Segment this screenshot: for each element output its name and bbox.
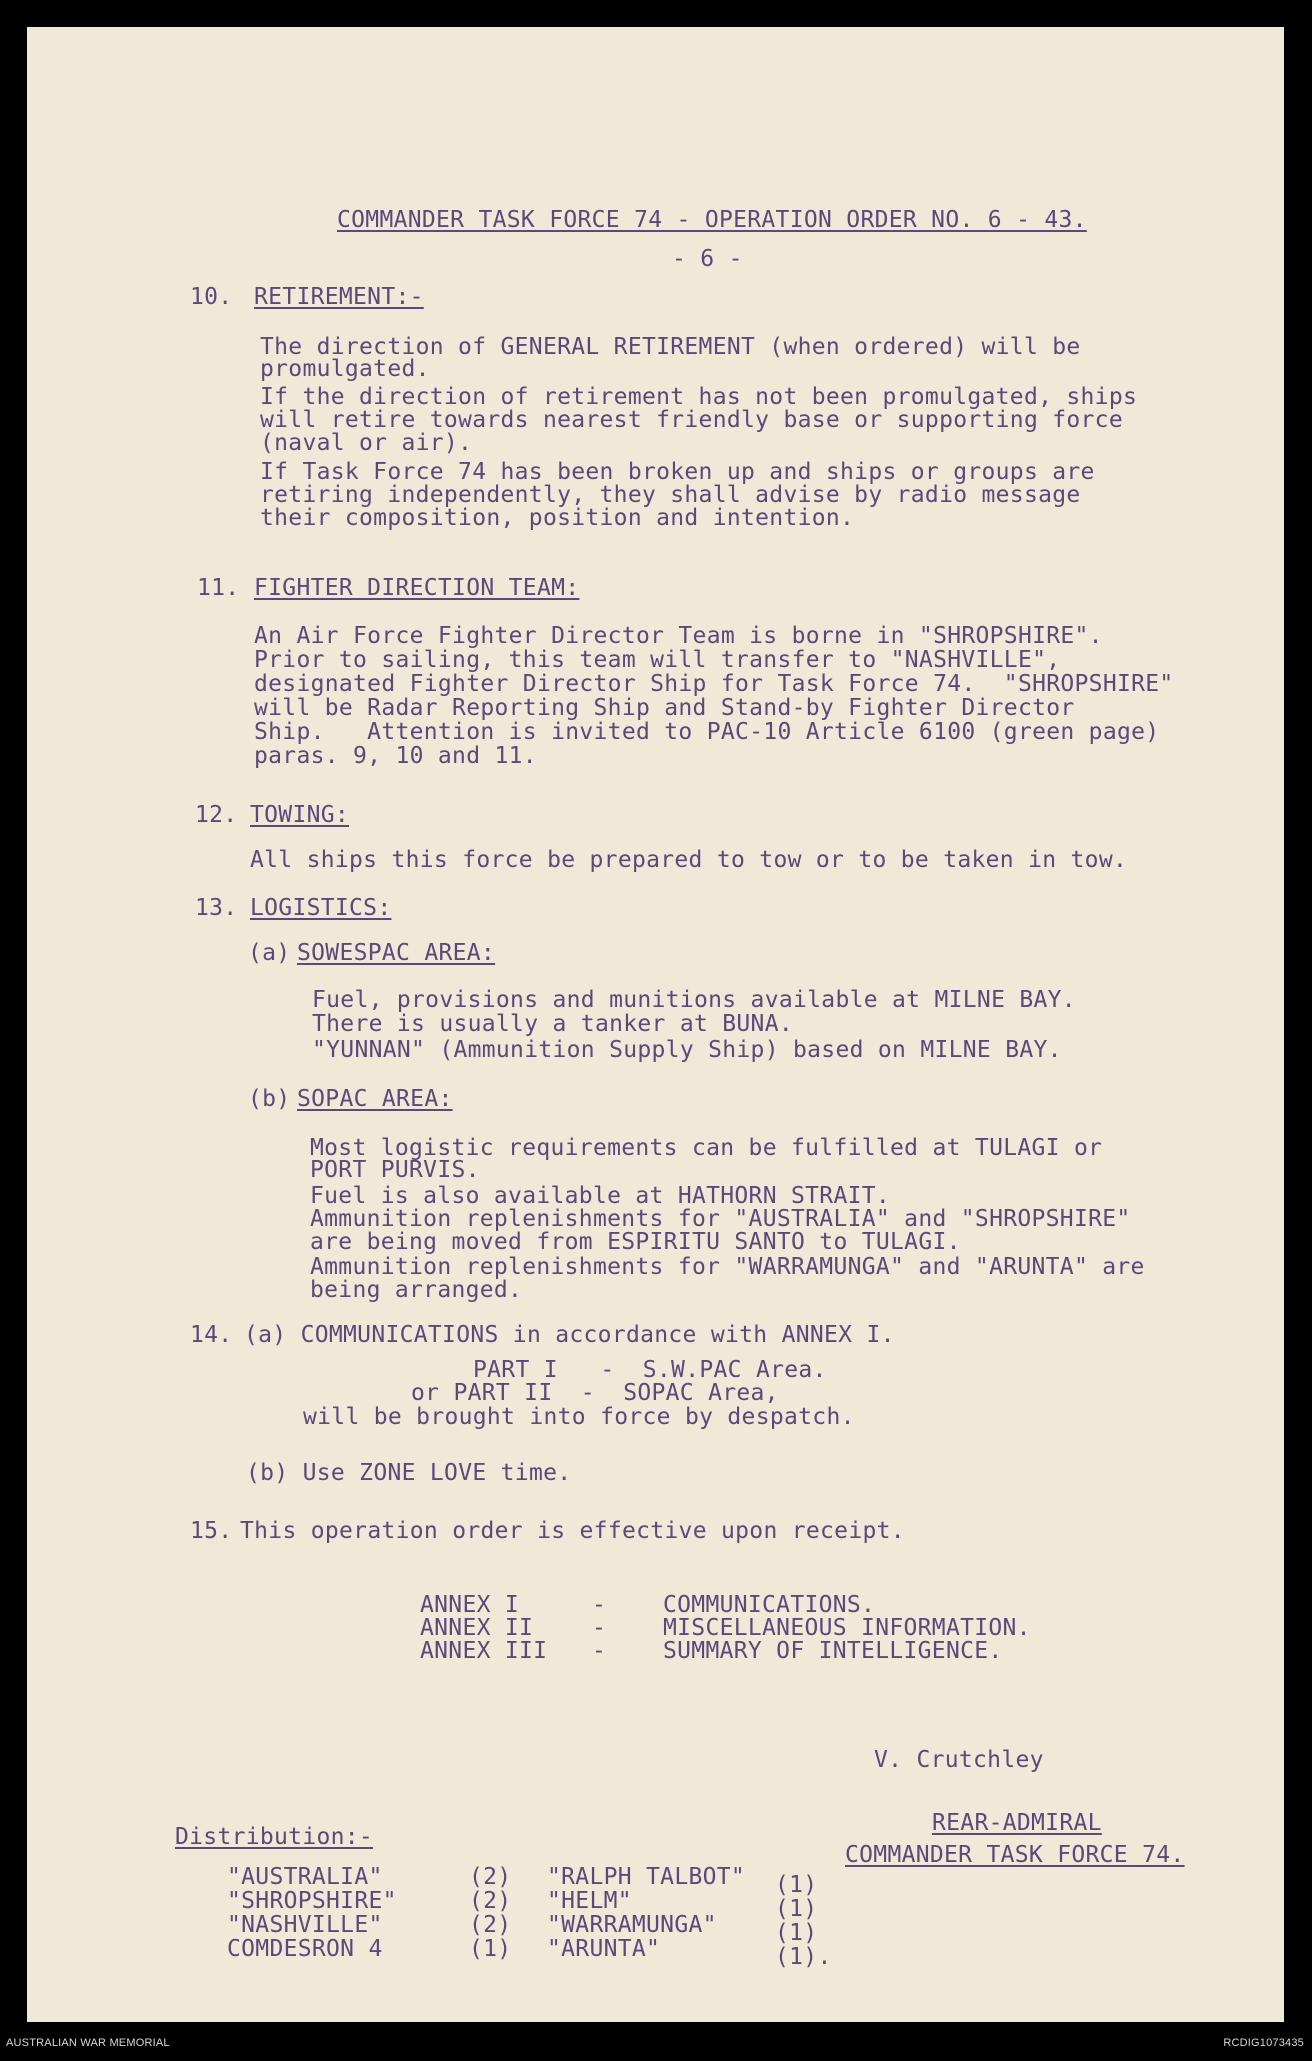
section-14-part1: PART I - S.W.PAC Area. [473, 1357, 827, 1383]
body-line: An Air Force Fighter Director Team is borne in "SHROPSHIRE". [254, 623, 1103, 649]
annex-dash: - [592, 1638, 607, 1664]
body-line: will be Radar Reporting Ship and Stand-by Fighter Director [254, 695, 1075, 721]
body-line: paras. 9, 10 and 11. [254, 743, 537, 769]
section-13b-heading: SOPAC AREA: [297, 1086, 453, 1112]
signature-rank: REAR-ADMIRAL [932, 1810, 1102, 1836]
section-13a-heading: SOWESPAC AREA: [297, 940, 496, 966]
distribution-qty: (2) [469, 1912, 512, 1938]
section-13-heading: LOGISTICS: [250, 895, 392, 921]
body-line: Fuel, provisions and munitions available at MILNE BAY. [312, 987, 1076, 1013]
document-title: COMMANDER TASK FORCE 74 - OPERATION ORDER NO. 6 - 43. [337, 207, 1087, 233]
body-line: (naval or air). [260, 430, 473, 456]
distribution-qty: (1) [775, 1896, 818, 1922]
body-line: designated Fighter Director Ship for Task Force 74. "SHROPSHIRE" [254, 671, 1174, 697]
annex-dash: - [592, 1592, 607, 1618]
body-line: Fuel is also available at HATHORN STRAIT. [310, 1183, 891, 1209]
distribution-qty: (1) [469, 1936, 512, 1962]
body-line: their composition, position and intention. [260, 505, 855, 531]
section-10-heading: RETIREMENT:- [254, 284, 424, 310]
annex-title: SUMMARY OF INTELLIGENCE. [663, 1638, 1003, 1664]
signature-title: COMMANDER TASK FORCE 74. [845, 1842, 1185, 1868]
body-line: Prior to sailing, this team will transfer to "NASHVILLE", [254, 647, 1061, 673]
body-line: promulgated. [260, 356, 430, 382]
footer-archive-name: AUSTRALIAN WAR MEMORIAL [6, 2037, 170, 2049]
distribution-ship: "WARRAMUNGA" [547, 1912, 717, 1938]
body-line: The direction of GENERAL RETIREMENT (when ordered) will be [260, 334, 1081, 360]
section-13b-label: (b) [248, 1086, 291, 1112]
section-10-number: 10. [190, 284, 233, 310]
section-14-part2: or PART II - SOPAC Area, [411, 1380, 779, 1406]
distribution-heading: Distribution:- [175, 1824, 374, 1850]
section-14-closing: will be brought into force by despatch. [303, 1404, 855, 1430]
body-line: Ammunition replenishments for "AUSTRALIA" and "SHROPSHIRE" [310, 1206, 1131, 1232]
distribution-qty: (1) [775, 1920, 818, 1946]
body-line: There is usually a tanker at BUNA. [312, 1011, 794, 1037]
section-11-number: 11. [197, 575, 240, 601]
section-14a-line: (a) COMMUNICATIONS in accordance with ANNEX I. [244, 1322, 895, 1348]
signature-name: V. Crutchley [874, 1747, 1044, 1773]
distribution-ship: "RALPH TALBOT" [547, 1864, 746, 1890]
body-line: retiring independently, they shall advise by radio message [260, 482, 1081, 508]
page-number: - 6 - [672, 246, 743, 272]
distribution-ship: "AUSTRALIA" [227, 1864, 383, 1890]
section-12-heading: TOWING: [250, 802, 350, 828]
body-line: "YUNNAN" (Ammunition Supply Ship) based on MILNE BAY. [312, 1037, 1062, 1063]
footer-record-id: RCDIG1073435 [1223, 2037, 1304, 2049]
distribution-ship: "NASHVILLE" [227, 1912, 383, 1938]
body-line: If Task Force 74 has been broken up and ships or groups are [260, 459, 1095, 485]
body-line: Ammunition replenishments for "WARRAMUNGA" and "ARUNTA" are [310, 1254, 1145, 1280]
body-line: If the direction of retirement has not been promulgated, ships [260, 384, 1138, 410]
section-14b-line: (b) Use ZONE LOVE time. [246, 1460, 572, 1486]
distribution-qty: (1). [775, 1944, 832, 1970]
section-15-text: This operation order is effective upon receipt. [240, 1518, 905, 1544]
distribution-ship: "ARUNTA" [547, 1936, 661, 1962]
distribution-qty: (2) [469, 1888, 512, 1914]
annex-title: MISCELLANEOUS INFORMATION. [663, 1615, 1031, 1641]
annex-title: COMMUNICATIONS. [663, 1592, 876, 1618]
distribution-ship: "HELM" [547, 1888, 632, 1914]
section-13-number: 13. [195, 895, 238, 921]
annex-dash: - [592, 1615, 607, 1641]
distribution-ship: "SHROPSHIRE" [227, 1888, 397, 1914]
distribution-qty: (2) [469, 1864, 512, 1890]
section-12-number: 12. [195, 802, 238, 828]
body-line: PORT PURVIS. [310, 1157, 480, 1183]
distribution-qty: (1) [775, 1872, 818, 1898]
body-line: Most logistic requirements can be fulfilled at TULAGI or [310, 1135, 1103, 1161]
body-line: will retire towards nearest friendly base or supporting force [260, 407, 1123, 433]
section-12-body: All ships this force be prepared to tow or to be taken in tow. [250, 847, 1128, 873]
section-11-heading: FIGHTER DIRECTION TEAM: [254, 575, 580, 601]
body-line: Ship. Attention is invited to PAC-10 Article 6100 (green page) [254, 719, 1160, 745]
body-line: are being moved from ESPIRITU SANTO to TULAGI. [310, 1229, 961, 1255]
section-15-number: 15. [190, 1518, 233, 1544]
annex-label: ANNEX I [420, 1592, 520, 1618]
body-line: being arranged. [310, 1277, 523, 1303]
annex-label: ANNEX III [420, 1638, 548, 1664]
annex-label: ANNEX II [420, 1615, 534, 1641]
section-14-number: 14. [190, 1322, 233, 1348]
document-page [27, 27, 1284, 2022]
section-13a-label: (a) [248, 940, 291, 966]
distribution-ship: COMDESRON 4 [227, 1936, 383, 1962]
